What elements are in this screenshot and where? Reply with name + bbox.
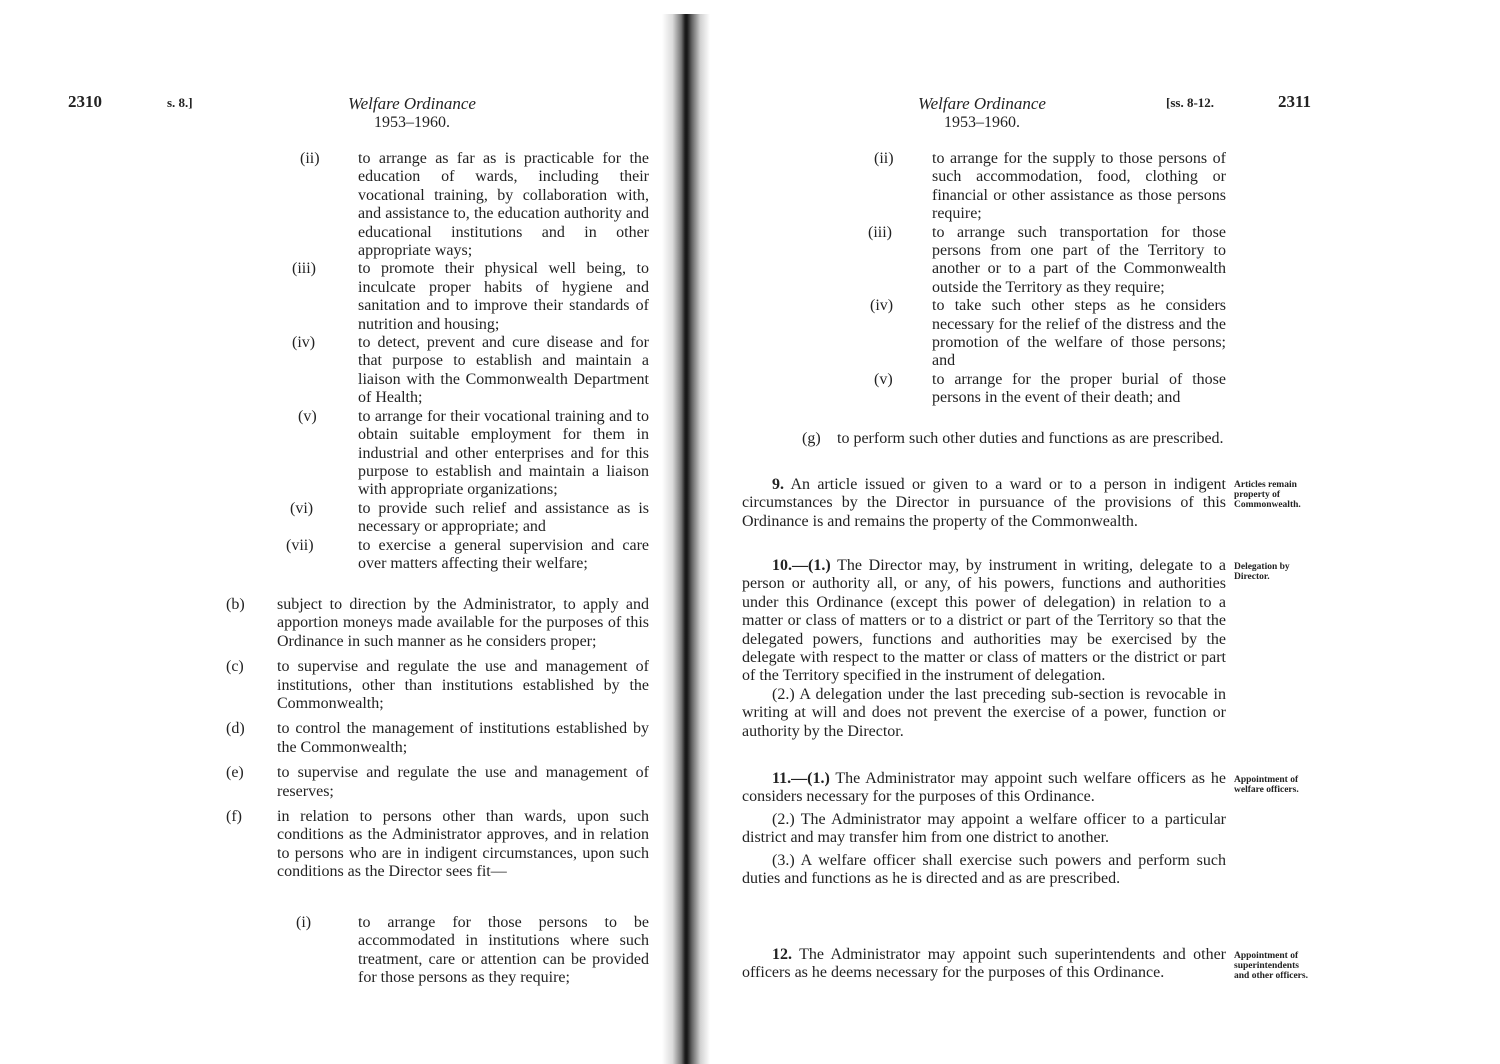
paragraph [800,430,1226,448]
marginal-note: Delegation by Director. [1234,562,1290,582]
section-reference: [ss. 8-12. [1166,95,1215,110]
marginal-note: Appointment of welfare officers. [1234,775,1299,795]
paragraph [220,658,649,713]
subparagraph [288,150,649,260]
subparagraph [288,334,649,408]
subparagraph-text: to provide such relief and assistance as is necessary or appropriate; and [358,499,649,536]
subparagraph-label: (iv) [292,334,316,352]
subparagraph-label: (v) [874,370,893,388]
subparagraph-text: to arrange for their vocational training and to obtain suitable employment for them in industrial and other enterprises and for this purpose to establish and maintain a liaison with appropriate organizations; [358,407,649,499]
subparagraph [288,914,649,988]
subparagraph-text: to take such other steps as he considers necessary for the relief of the distress and the promotion of the welfare of those persons; and [932,297,1226,370]
paragraph [220,764,649,801]
subparagraph-label: (iii) [292,260,316,278]
paragraph-text: to perform such other duties and functions as are prescribed. [837,430,1224,447]
section-text [742,476,1226,531]
paragraph-text: to control the management of institutions established by the Commonwealth; [277,720,649,756]
section-body: The Administrator may appoint such welfare officers as he considers necessary for the purposes of this Ordinance. [742,770,1226,806]
paragraph-text: subject to direction by the Administrator, to apply and apportion moneys made available for the purposes of this Ordinance in such manner as he considers proper; [277,596,649,650]
section-number: 11.—(1.) [772,770,830,787]
page-number: 2310 [68,92,102,111]
left-page [0,0,690,1064]
subparagraph [862,150,1226,224]
marginal-note: Appointment of superintendents and other officers. [1234,951,1308,981]
subparagraph-label: (vi) [290,499,314,517]
subparagraph-label: (i) [296,914,312,931]
section-text [742,946,1226,983]
paragraph-text: to supervise and regulate the use and management of reserves; [277,764,649,800]
paragraph-list [220,596,649,882]
ordinance-title: Welfare Ordinance [918,94,1046,113]
subparagraph-label: (iv) [870,297,894,315]
section-12 [742,946,1226,983]
subsection-text: (3.) A welfare officer shall exercise such powers and perform such duties and functions as he is directed and as are prescribed. [742,851,1226,888]
paragraph-label: (d) [226,720,245,738]
subparagraph-list [862,150,1226,408]
marginal-note: Articles remain property of Commonwealth. [1234,480,1301,510]
subparagraph [862,297,1226,371]
paragraph-label: (e) [226,764,244,782]
section-number: 9. [772,476,784,493]
paragraph [220,808,649,882]
subparagraph-text: to arrange as far as is practicable for the education of wards, including their vocational training, by collaboration with, and assistance to, the education authority and educational institutions and in other appropriate ways; [358,150,649,260]
subparagraph [862,371,1226,408]
section-11 [742,770,1226,888]
subparagraph-label: (iii) [868,223,892,241]
running-title [292,94,532,132]
subparagraph [862,224,1226,298]
subparagraph-list [288,150,649,573]
subparagraph-text: to detect, prevent and cure disease and for that purpose to establish and maintain a liaison with the Commonwealth Department of Health; [358,334,649,407]
subparagraph-text: to arrange such transportation for those persons from one part of the Territory to another or to a part of the Commonwealth outside the Territory as they require; [932,223,1226,296]
paragraph-label: (f) [226,808,242,826]
subparagraph-list [288,914,649,988]
paragraph-text: in relation to persons other than wards, upon such conditions as the Administrator approves, and in relation to persons who are in indigent circumstances, upon such conditions as the Director sees fit— [277,808,649,881]
subparagraph-label: (ii) [874,150,894,167]
section-text [742,770,1226,807]
right-page [712,0,1500,1064]
running-title [862,94,1102,132]
section-body: The Administrator may appoint such superintendents and other officers as he deems necessary for the purposes of this Ordinance. [742,946,1226,982]
section-10 [742,557,1226,741]
paragraph [220,720,649,757]
section-body: An article issued or given to a ward or to a person in indigent circumstances by the Director in pursuance of the provisions of this Ordinance is and remains the property of the Commonwealth. [742,476,1227,530]
section-number: 10.—(1.) [772,557,831,574]
section-body: The Director may, by instrument in writing, delegate to a person or authority all, or any, of his powers, functions and authorities under this Ordinance (except this power of delegation) in relation to a matter or class of matters or to a district or part of the Territory so that the delegated powers, functions and authorities may be exercised by the delegate with respect to the matter or class of matters or the district or part of the Territory specified in the instrument of delegation. [742,557,1226,685]
page-number: 2311 [1278,92,1312,111]
subparagraph [288,260,649,334]
paragraph-label: (c) [226,658,244,676]
section-number: 12. [772,946,792,963]
ordinance-title: Welfare Ordinance [348,94,476,113]
subparagraph [288,408,649,500]
ordinance-years: 1953–1960. [944,114,1020,131]
book-gutter [662,14,710,1064]
paragraph [220,596,649,651]
subparagraph-text: to arrange for the proper burial of those persons in the event of their death; and [932,370,1226,407]
section-9 [742,476,1226,531]
paragraph-list [800,430,1226,448]
section-text [742,557,1226,686]
subparagraph-text: to exercise a general supervision and care over matters affecting their welfare; [358,536,649,572]
paragraph-label: (g) [802,430,821,447]
subparagraph-label: (v) [298,407,317,425]
subparagraph-text: to promote their physical well being, to inculcate proper habits of hygiene and sanitation and to improve their standards of nutrition and housing; [358,260,649,333]
paragraph-text: to supervise and regulate the use and management of institutions, other than institutions established by the Commonwealth; [277,658,649,713]
subparagraph [288,500,649,537]
section-reference: s. 8.] [167,95,193,110]
ordinance-years: 1953–1960. [374,114,450,131]
subparagraph [288,537,649,574]
subparagraph-label: (ii) [300,150,320,167]
subsection-text: (2.) A delegation under the last preceding sub-section is revocable in writing at will and does not prevent the exercise of a power, function or authority by the Director. [742,685,1226,740]
subparagraph-text: to arrange for the supply to those persons of such accommodation, food, clothing or financial or other assistance as those persons require; [932,150,1226,223]
subsection-text: (2.) The Administrator may appoint a welfare officer to a particular district and may transfer him from one district to another. [742,810,1226,847]
subparagraph-label: (vii) [286,536,314,554]
subparagraph-text: to arrange for those persons to be accommodated in institutions where such treatment, care or attention can be provided for those persons as they require; [358,914,649,987]
paragraph-label: (b) [226,596,245,613]
